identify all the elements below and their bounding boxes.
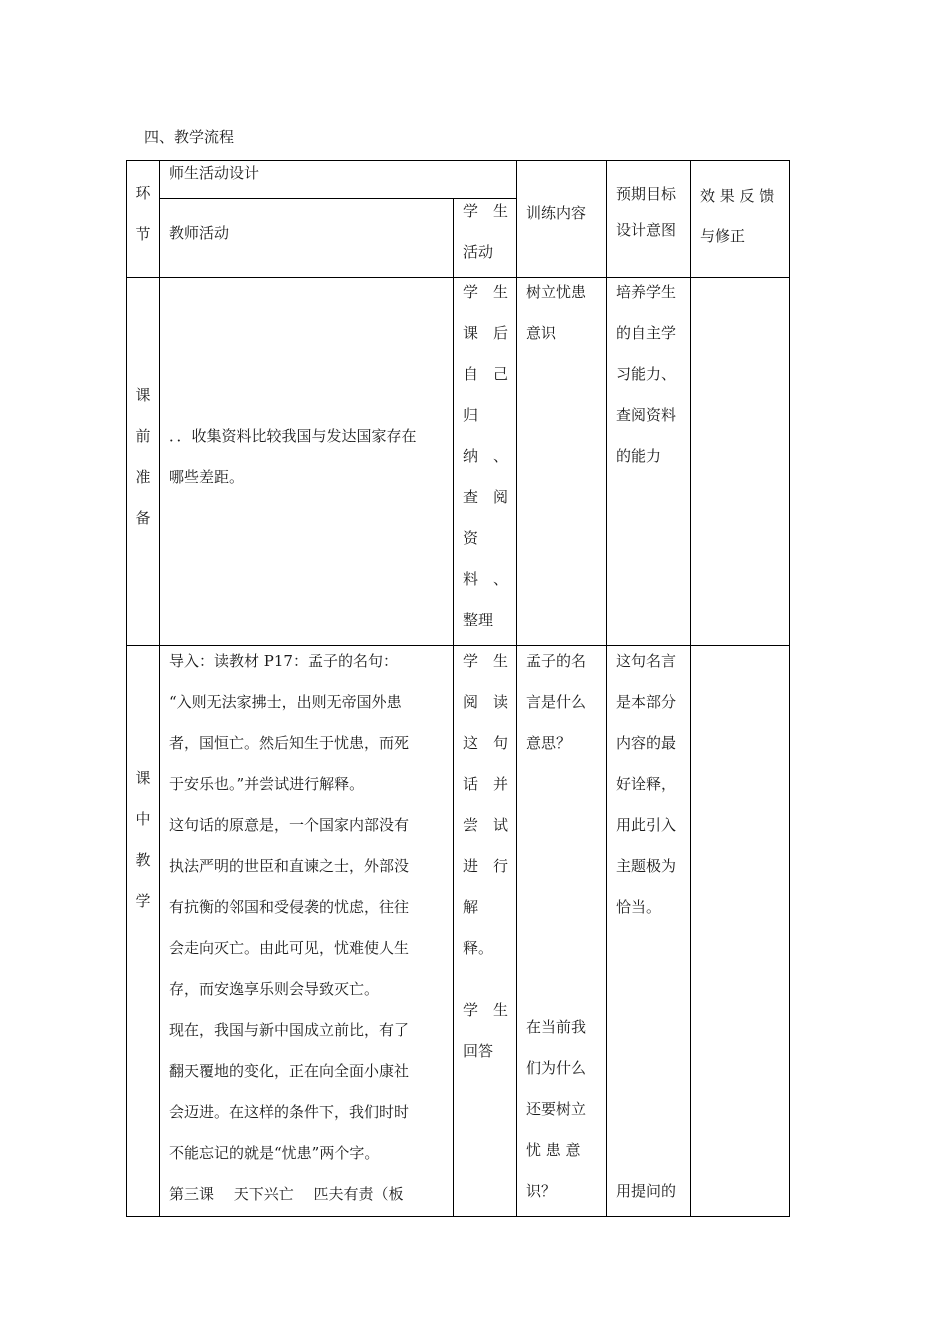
row2-training-a: 孟子的名 言是什么 意思？ xyxy=(526,652,587,752)
header-feedback: 效 果 反 馈 与修正 xyxy=(700,187,775,245)
header-student: 学 生 活动 xyxy=(463,202,509,261)
row2-teacher: 导入：读教材 P17：孟子的名句： “入则无法家拂士，出则无帝国外患 者，国恒亡。然后知生于忧患，而死 于安乐也。”并尝试进行解释。 这句话的原意是，一个国家内部没有 执法严明的世臣和直谏之士，外部没 有抗衡的邻国和受侵袭的忧虑，往往 会走向灭亡。由此可见，忧难使人生 存，而安逸享乐则会导致灭亡。 现在，我国与新中国成立前比，有了 翻天覆地的变化，正在向全面小康社 会迈进。在这样的条件下，我们时时 不能忘记的就是“忧患”两个字。 第三课 天下兴亡 匹夫有责（板 xyxy=(169,652,410,1203)
header-goal: 预期目标 设计意图 xyxy=(616,185,677,239)
row2-student-a: 学 生 阅 读 这 句 话 并 尝 试 进 行 解 释。 xyxy=(463,652,509,957)
header-training: 训练内容 xyxy=(526,204,587,222)
section-title: 四、教学流程 xyxy=(144,128,235,146)
row1-goal: 培养学生 的自主学 习能力、 查阅资料 的能力 xyxy=(616,283,677,465)
row1-stage: 课 前 准 备 xyxy=(135,386,151,527)
row1-training: 树立忧患 意识 xyxy=(526,283,587,342)
row2-stage: 课 中 教 学 xyxy=(135,769,151,910)
row2-goal-b: 用提问的 xyxy=(616,1182,677,1200)
row2-goal-a: 这句名言 是本部分 内容的最 好诠释， 用此引入 主题极为 恰当。 xyxy=(616,652,677,916)
row1-student: 学 生 课 后 自 己 归 纳 、 查 阅 资 料 、 整理 xyxy=(463,283,509,629)
row1-teacher: ．．收集资料比较我国与发达国家存在 哪些差距。 xyxy=(169,427,417,486)
row2-student-b: 学 生 回答 xyxy=(463,1001,509,1060)
row2-training-b: 在当前我 们为什么 还要树立 忧 患 意 识？ xyxy=(526,1018,587,1200)
header-design: 师生活动设计 xyxy=(169,164,260,182)
header-teacher: 教师活动 xyxy=(169,224,230,242)
header-stage: 环 节 xyxy=(135,184,151,243)
